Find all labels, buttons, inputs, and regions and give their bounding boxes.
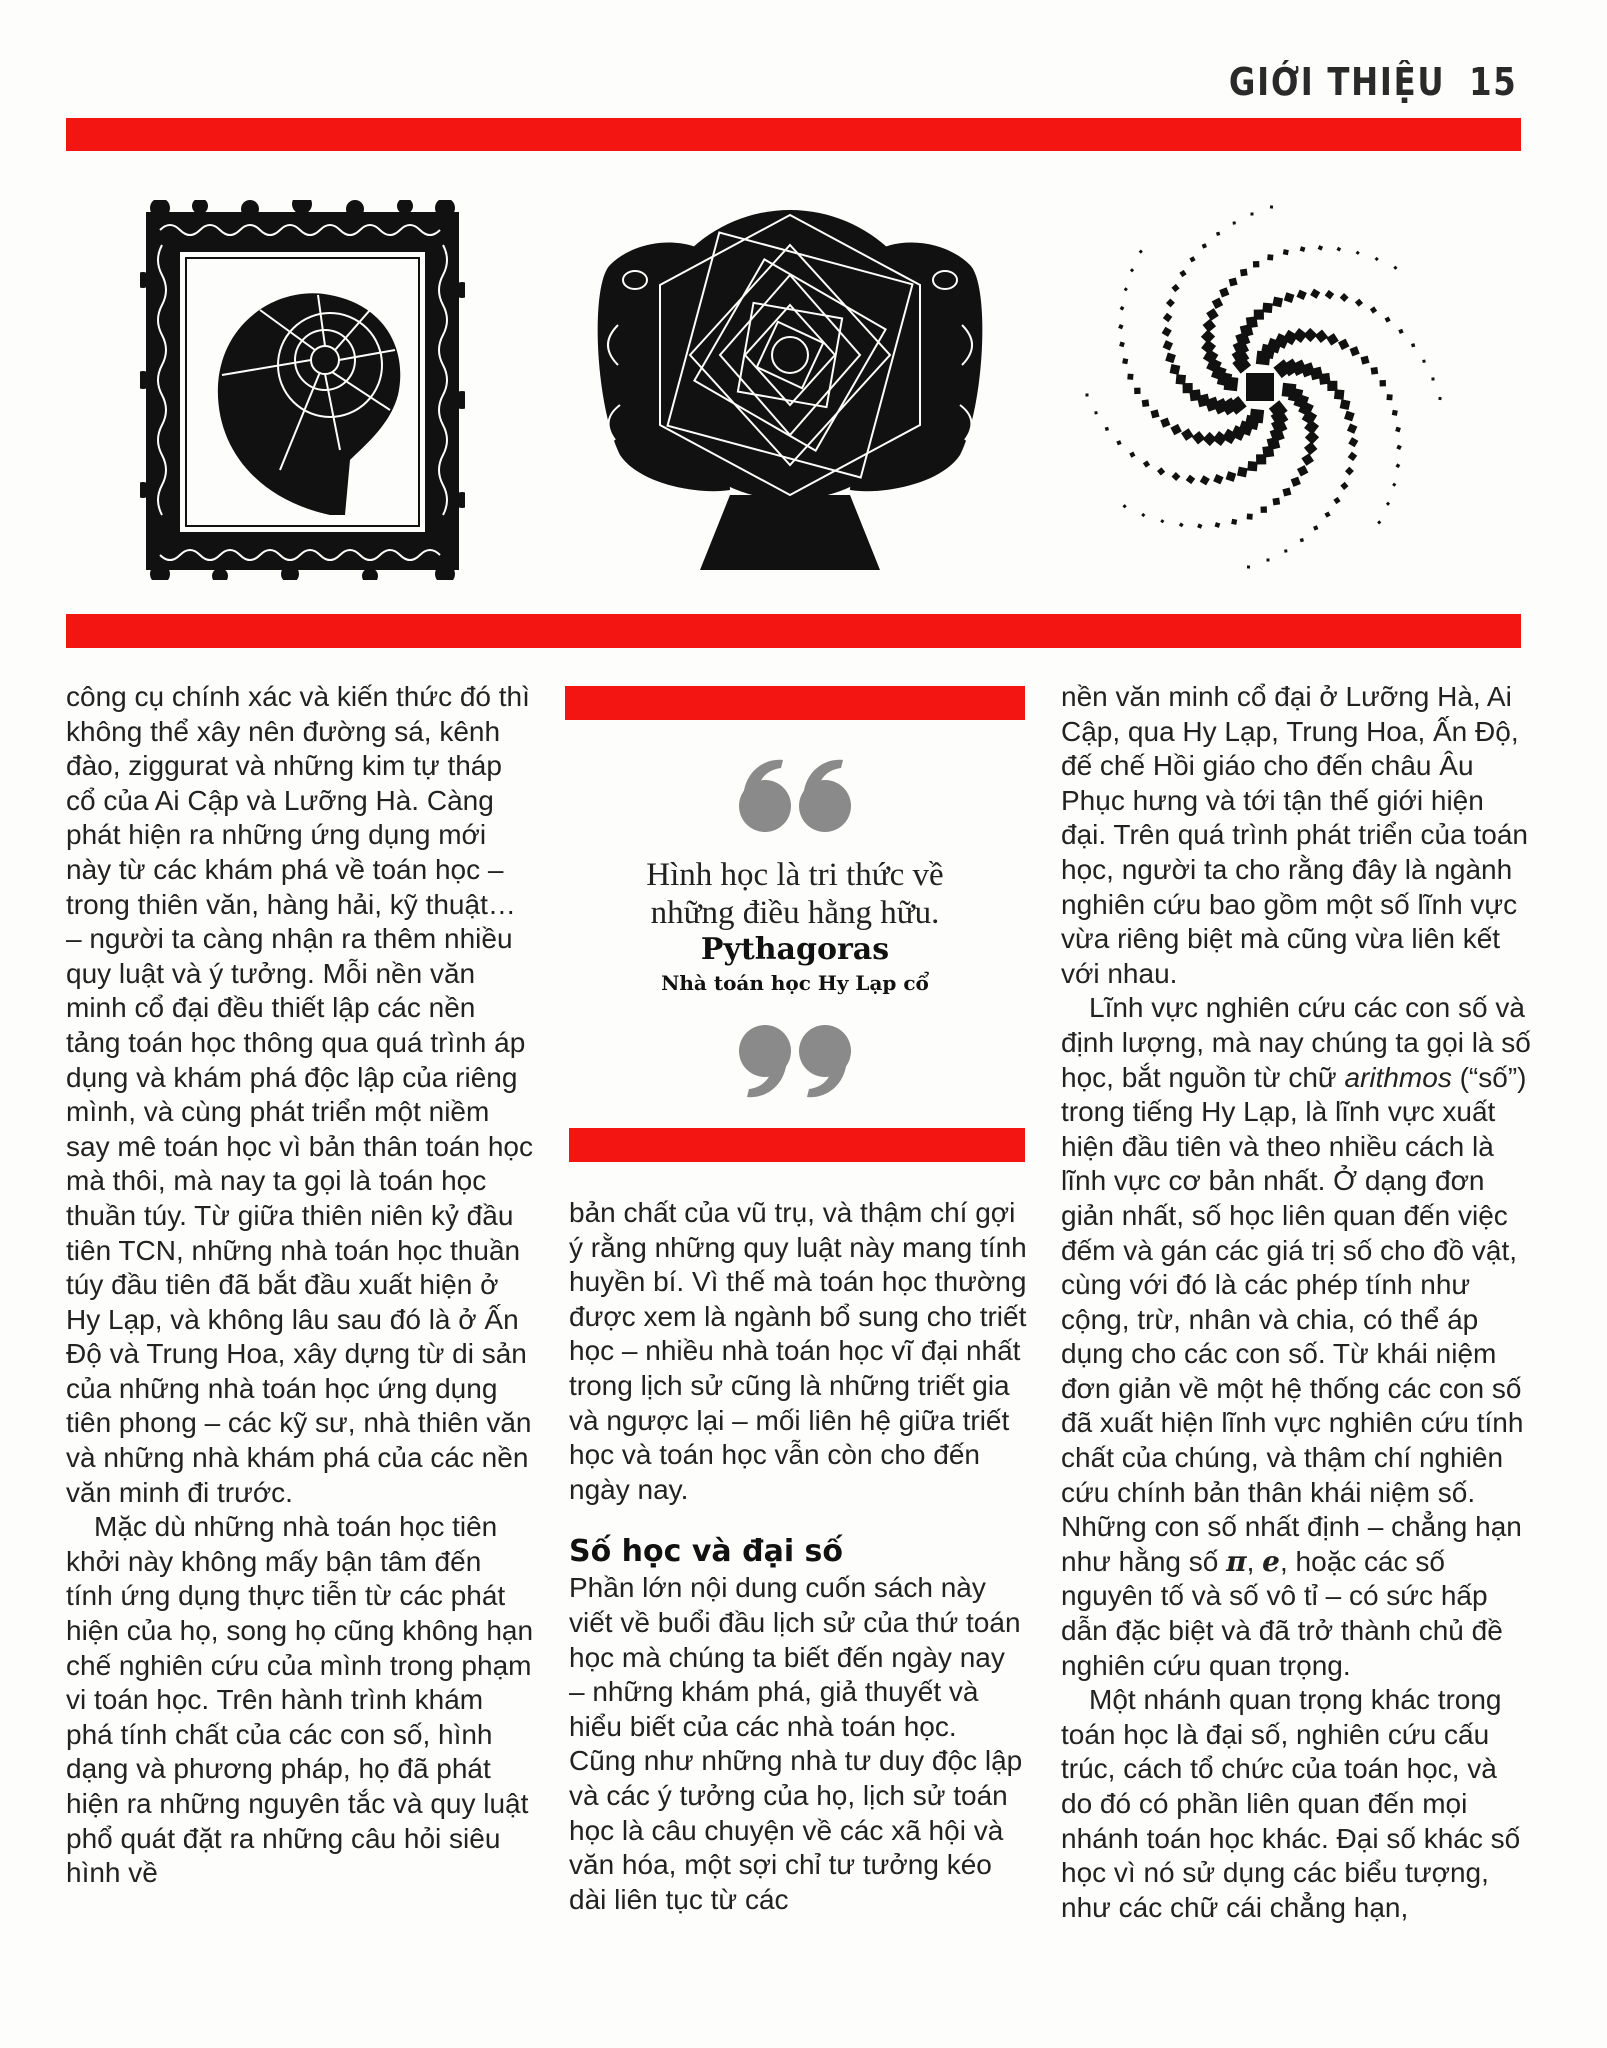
spiral-dot bbox=[1300, 538, 1304, 542]
right-paragraph-1: nền văn minh cổ đại ở Lưỡng Hà, Ai Cập, qua Hy Lạp, Trung Hoa, Ấn Độ, đế chế Hồi giáo cho đến châu Âu Phục hưng và tới tận thế giới hiện đại. Trên quá trình phát triển của toán học, người ta cho rằng đây là ngành nghiên cứu bao gồm một số lĩnh vực vừa riêng biệt mà cũng vừa liên kết với nhau. bbox=[1061, 681, 1528, 989]
spiral-dot bbox=[1232, 221, 1235, 224]
spiral-dot bbox=[1411, 343, 1415, 347]
spiral-dot bbox=[1336, 247, 1341, 252]
spiral-dot bbox=[1240, 269, 1248, 277]
spiral-dot bbox=[1344, 411, 1355, 422]
close-quote-icon bbox=[735, 1021, 855, 1111]
left-paragraph-2: Mặc dù những nhà toán học tiên khởi này không mấy bận tâm đến tính ứng dụng thực tiễn từ các phát hiện của họ, song họ cũng không hạn chế nghiên cứu của mình trong phạm vi toán học. Trên hành trình khám phá tính chất của các con số, hình dạng và phương pháp, họ đã phát hiện ra những nguyên tắc và quy luật phổ quát đặt ra những câu hỏi siêu hình về bbox=[66, 1511, 534, 1889]
spiral-dot bbox=[1395, 463, 1400, 468]
spiral-dot bbox=[1282, 487, 1291, 496]
section-title: GIỚI THIỆU bbox=[1228, 60, 1445, 104]
spiral-dot bbox=[1197, 523, 1202, 528]
spiral-dot bbox=[1297, 465, 1308, 476]
spiral-dot bbox=[1392, 410, 1398, 416]
spiral-dot bbox=[1176, 374, 1186, 384]
spiral-dot bbox=[1124, 287, 1128, 291]
pi-symbol: π bbox=[1226, 1544, 1247, 1578]
spiral-dot bbox=[1385, 316, 1391, 322]
spiral-dot bbox=[1203, 432, 1217, 446]
top-red-bar bbox=[66, 118, 1521, 151]
spiral-dot bbox=[1422, 359, 1425, 362]
spiral-dot bbox=[1395, 427, 1401, 433]
spiral-dot bbox=[1371, 367, 1379, 375]
right-p2-comma: , bbox=[1246, 1545, 1263, 1577]
spiral-dot bbox=[1398, 329, 1403, 334]
spiral-dot bbox=[1179, 522, 1184, 527]
spiral-dot bbox=[1172, 472, 1181, 481]
spiral-dot bbox=[1163, 313, 1173, 323]
spiral-dot bbox=[1118, 324, 1123, 329]
spiral-dot bbox=[1160, 418, 1170, 428]
spiral-dot bbox=[1253, 261, 1259, 267]
spiral-dot bbox=[1206, 308, 1219, 321]
spiral-dot bbox=[1120, 306, 1125, 311]
spiral-dot bbox=[1396, 445, 1401, 450]
pull-quote-body bbox=[565, 856, 1025, 998]
spiral-dot bbox=[1119, 342, 1125, 348]
spiral-dot bbox=[1150, 409, 1159, 418]
spiral-dot bbox=[1272, 297, 1283, 308]
left-column bbox=[66, 680, 534, 1891]
spiral-dot bbox=[1350, 346, 1360, 356]
spiral-dot bbox=[1213, 474, 1223, 484]
middle-paragraph-2: Phần lớn nội dung cuốn sách này viết về buổi đầu lịch sử của thứ toán học mà chúng ta biết đến ngày nay – những khám phá, giả thuyết và hiểu biết của các nhà toán học. Cũng như những nhà tư duy độc lập và các ý tưởng của họ, lịch sử toán học là câu chuyện về các xã hội và văn hóa, một sợi chỉ tư tưởng kéo dài liên tục từ các bbox=[569, 1572, 1023, 1915]
right-p2-text-c: , hoặc các số nguyên tố và số vô tỉ – có sức hấp dẫn đặc biệt và đã trở thành chủ đề nghiên cứu quan trọng. bbox=[1061, 1545, 1503, 1681]
spiral-dot bbox=[1283, 249, 1289, 255]
spiral-dot bbox=[1392, 483, 1396, 487]
spiral-dot bbox=[1301, 453, 1314, 466]
spiral-dot bbox=[1237, 467, 1248, 478]
spiral-dot bbox=[1166, 298, 1175, 307]
spiral-dot bbox=[1226, 471, 1237, 482]
spiral-dot bbox=[1157, 467, 1165, 475]
spiral-dot bbox=[1170, 364, 1181, 375]
spiral-dot bbox=[1348, 437, 1358, 447]
spiral-dot bbox=[1203, 319, 1217, 333]
spiral-dot bbox=[1340, 482, 1348, 490]
spiral-dot bbox=[1370, 306, 1377, 313]
bottom-red-bar bbox=[66, 614, 1521, 648]
spiral-dot bbox=[1386, 394, 1392, 400]
spiral-dot bbox=[1315, 330, 1329, 344]
spiral-dot bbox=[1219, 287, 1229, 297]
spiral-dot bbox=[1270, 205, 1273, 208]
spiral-dot bbox=[1310, 289, 1320, 299]
spiral-dot bbox=[1129, 451, 1135, 457]
spiral-dot bbox=[1162, 327, 1172, 337]
spiral-dot bbox=[1361, 356, 1370, 365]
spiral-dot bbox=[1300, 246, 1306, 252]
spiral-dot bbox=[1296, 290, 1306, 300]
pull-quote-line-1: Hình học là tri thức về bbox=[646, 857, 944, 893]
spiral-dot bbox=[1438, 397, 1441, 400]
spiral-dot bbox=[1094, 411, 1097, 414]
spiral-dot bbox=[1272, 498, 1280, 506]
pull-quote-top-bar bbox=[565, 686, 1025, 720]
spiral-dot bbox=[1375, 257, 1379, 261]
dotted-spiral-illustration bbox=[1085, 205, 1485, 575]
spiral-dot bbox=[1347, 423, 1357, 433]
spiral-dot bbox=[1202, 243, 1207, 248]
spiral-dot bbox=[1163, 340, 1173, 350]
right-column bbox=[1061, 680, 1531, 1925]
spiral-dot bbox=[1356, 251, 1360, 255]
pull-quote bbox=[565, 686, 1025, 1166]
spiral-dot bbox=[1085, 393, 1088, 396]
spiral-dot bbox=[1192, 431, 1206, 445]
spiral-dot bbox=[1130, 268, 1134, 272]
page-number: 15 bbox=[1468, 60, 1517, 104]
section-heading: Số học và đại số bbox=[569, 1534, 844, 1570]
pull-quote-author-role: Nhà toán học Hy Lạp cổ bbox=[661, 971, 929, 995]
spiral-dot bbox=[1201, 330, 1215, 344]
spiral-dot bbox=[1431, 377, 1434, 380]
spiral-dot bbox=[1247, 565, 1250, 568]
running-header bbox=[1228, 60, 1517, 104]
spiral-dot bbox=[1348, 452, 1358, 462]
spiral-dot bbox=[1141, 513, 1145, 517]
spiral-dot bbox=[1200, 475, 1210, 485]
spiral-dot bbox=[1313, 525, 1318, 530]
spiral-dot bbox=[1305, 430, 1319, 444]
crystal-ball-hands-illustration bbox=[580, 205, 1000, 575]
right-p2-text-b: (“số”) trong tiếng Hy Lạp, là lĩnh vực xuất hiện đầu tiên và theo nhiều cách là lĩnh vực cơ bản nhất. Ở dạng đơn giản nhất, số học liên quan đến việc đếm và gán các giá trị số cho đồ vật, cùng với đó là các phép tính như cộng, trừ, nhân và chia, có thể áp dụng cho các con số. Từ khái niệm đơn giản về một hệ thống các con số đã xuất hiện lĩnh vực nghiên cứu tính chất của chúng, và thậm chí nghiên cứu chính bản thân khái niệm số. Những con số nhất định – chẳng hạn như hằng số bbox=[1061, 1061, 1527, 1577]
pull-quote-line-2: những điều hằng hữu. bbox=[650, 895, 940, 931]
pull-quote-author: Pythagoras bbox=[700, 932, 890, 967]
right-paragraph-2 bbox=[1061, 991, 1531, 1683]
spiral-dot bbox=[1142, 399, 1150, 407]
spiral-dot bbox=[1334, 389, 1344, 399]
spiral-dot bbox=[1231, 519, 1237, 525]
spiral-dot bbox=[1333, 497, 1340, 504]
spiral-dot bbox=[1165, 352, 1176, 363]
framed-nautilus-shell-illustration bbox=[140, 200, 465, 580]
spiral-dot bbox=[1261, 506, 1267, 512]
spiral-dot bbox=[1386, 502, 1390, 506]
spiral-dot bbox=[1284, 292, 1295, 303]
spiral-dot bbox=[1212, 298, 1223, 309]
spiral-dot bbox=[1324, 511, 1330, 517]
spiral-dot bbox=[1377, 520, 1381, 524]
pull-quote-bottom-bar bbox=[569, 1128, 1025, 1162]
spiral-dot bbox=[1189, 256, 1195, 262]
spiral-dot bbox=[1338, 339, 1349, 350]
spiral-dot bbox=[1345, 467, 1354, 476]
spiral-dot bbox=[1380, 380, 1386, 386]
spiral-dot bbox=[1160, 519, 1164, 523]
spiral-dot bbox=[1122, 504, 1126, 508]
left-paragraph-1: công cụ chính xác và kiến thức đó thì không thể xây nên đường sá, kênh đào, ziggurat và những kim tự tháp cổ của Ai Cập và Lưỡng Hà. Càng phát hiện ra những ứng dụng mới này từ các khám phá về toán học – trong thiên văn, hàng hải, kỹ thuật… – người ta càng nhận ra thêm nhiều quy luật và ý tưởng. Mỗi nền văn minh cổ đại đều thiết lập các nền tảng toán học thông qua quá trình áp dụng và khám phá độc lập của riêng mình, và cùng phát triển một niềm say mê toán học vì bản thân toán học mà thôi, mà nay ta gọi là toán học thuần túy. Từ giữa thiên niên kỷ đầu tiên TCN, những nhà toán học thuần túy đầu tiên đã bắt đầu xuất hiện ở Hy Lạp, và không lâu sau đó là ở Ấn Độ và Trung Hoa, xây dựng từ di sản của những nhà toán học ứng dụng tiên phong – các kỹ sư, nhà thiên văn và những nhà khám phá của các nền văn minh đi trước. bbox=[66, 681, 533, 1508]
spiral-dot bbox=[1304, 442, 1318, 456]
spiral-dot bbox=[1291, 477, 1301, 487]
spiral-dot bbox=[1179, 270, 1186, 277]
spiral-dot bbox=[1284, 549, 1287, 552]
middle-column bbox=[569, 1196, 1027, 1917]
spiral-dot bbox=[1171, 284, 1179, 292]
spiral-dot bbox=[1181, 428, 1194, 441]
middle-paragraph-1: bản chất của vũ trụ, và thậm chí gợi ý rằng những quy luật này mang tính huyền bí. Vì thế mà toán học thường được xem là ngành bổ sung cho triết học – nhiều nhà toán học vĩ đại nhất trong lịch sử cũng là những triết gia và ngược lại – mối liên hệ giữa triết học và toán học vẫn còn cho đến ngày nay. bbox=[569, 1197, 1027, 1505]
spiral-dot bbox=[1247, 461, 1257, 471]
spiral-dot bbox=[1267, 254, 1273, 260]
spiral-dot bbox=[1266, 558, 1269, 561]
spiral-dot bbox=[1303, 328, 1317, 342]
spiral-dot bbox=[1325, 290, 1335, 300]
spiral-dot bbox=[1340, 293, 1349, 302]
spiral-dot bbox=[1105, 427, 1109, 431]
spiral-centre bbox=[1246, 373, 1274, 401]
right-paragraph-3: Một nhánh quan trọng khác trong toán học là đại số, nghiên cứu cấu trúc, cách tổ chức của toán học, và do đó có phần liên quan đến mọi nhánh toán học khác. Đại số khác số học vì nó sử dụng các biểu tượng, như các chữ cái chẳng hạn, bbox=[1061, 1684, 1521, 1923]
right-p2-text-a: Lĩnh vực nghiên cứu các con số và định lượng, mà nay chúng ta gọi là số học, bắt nguồn từ chữ bbox=[1061, 992, 1531, 1093]
spiral-dot bbox=[1216, 232, 1220, 236]
spiral-dot bbox=[1143, 460, 1150, 467]
spiral-dot bbox=[1139, 249, 1143, 253]
spiral-dot bbox=[1170, 424, 1181, 435]
arithmos-term: arithmos bbox=[1344, 1061, 1452, 1093]
spiral-dot bbox=[1355, 299, 1363, 307]
spiral-dot bbox=[1326, 333, 1339, 346]
spiral-dot bbox=[1122, 358, 1128, 364]
spiral-dot bbox=[1247, 513, 1253, 519]
spiral-dot bbox=[1393, 266, 1397, 270]
spiral-dot bbox=[1134, 388, 1140, 394]
spiral-dot bbox=[1186, 475, 1196, 485]
spiral-dot bbox=[1229, 277, 1238, 286]
spiral-dot bbox=[1215, 522, 1221, 528]
spiral-dot bbox=[1340, 399, 1351, 410]
spiral-dot bbox=[1318, 245, 1323, 250]
spiral-dot bbox=[1116, 440, 1121, 445]
spiral-dot bbox=[1262, 303, 1272, 313]
spiral-dot bbox=[1250, 212, 1253, 215]
e-symbol: e bbox=[1262, 1544, 1280, 1578]
spiral-dot bbox=[1127, 374, 1133, 380]
open-quote-icon bbox=[735, 756, 855, 836]
